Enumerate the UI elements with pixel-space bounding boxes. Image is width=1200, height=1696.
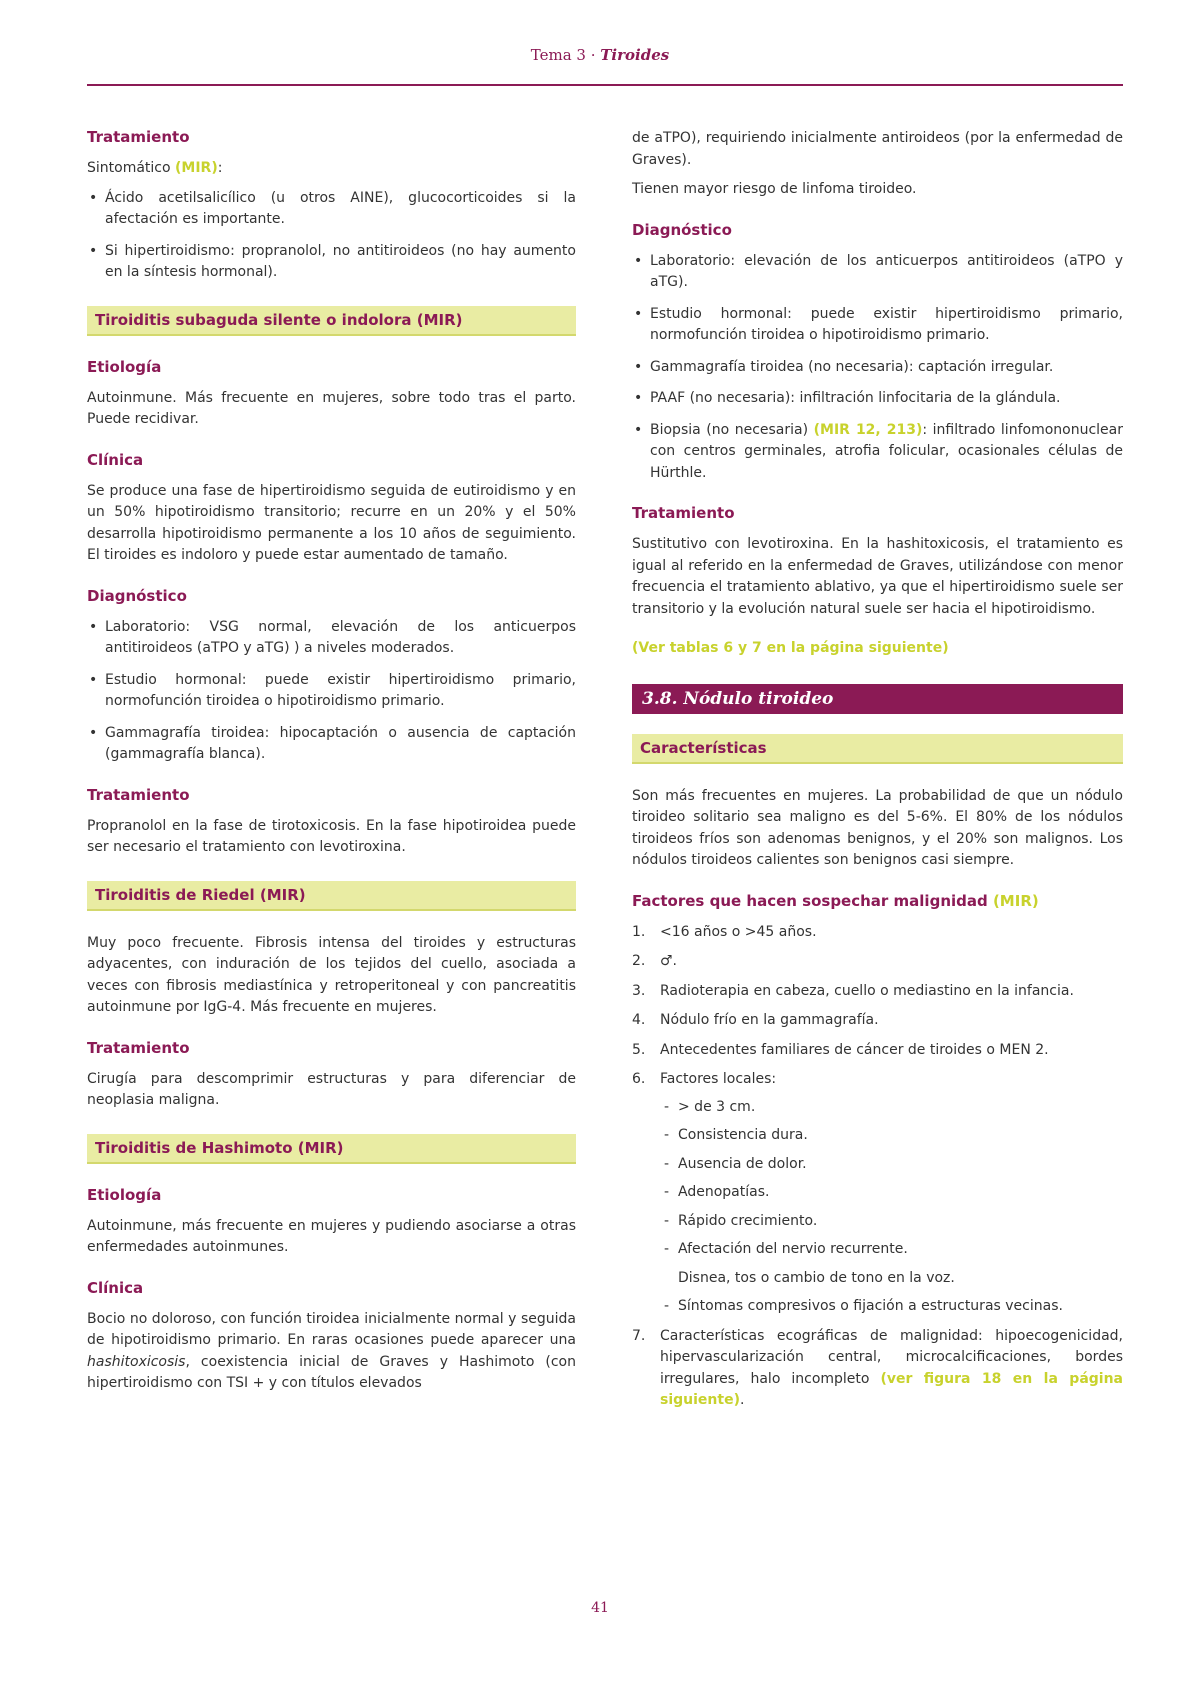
- etiologia-heading: Etiología: [87, 1185, 162, 1204]
- item-text: Antecedentes familiares de cáncer de tiroides o MEN 2.: [660, 1041, 1049, 1058]
- section-bar-caracteristicas: Características: [632, 734, 1123, 764]
- text-part: Bocio no doloroso, con función tiroidea inicialmente normal y seguida de hipotiroidismo primario. En raras ocasiones puede aparecer una: [87, 1310, 576, 1348]
- sub-item-continuation: Disnea, tos o cambio de tono en la voz.: [678, 1269, 955, 1286]
- list-item: • Laboratorio: elevación de los anticuerpos antitiroideos (aTPO y aTG).: [632, 251, 1123, 294]
- clinica-text: Se produce una fase de hipertiroidismo seguida de eutiroidismo y en un 50% hipotiroidismo transitorio; recurre en un 20% y el 50% desarrolla hipotiroidismo permanente a los 10 años de seguimiento. El tiroides es indoloro y puede estar aumentado de tamaño.: [87, 482, 576, 563]
- factores-list: [632, 922, 1123, 1412]
- item-number: 2.: [632, 953, 646, 969]
- list-item: • Estudio hormonal: puede existir hipertiroidismo primario, normofunción tiroidea o hipotiroidismo primario.: [87, 670, 576, 713]
- list-item: [632, 1326, 1123, 1412]
- sub-item: - Síntomas compresivos o fijación a estructuras vecinas.: [660, 1296, 1123, 1318]
- item-number: 7.: [632, 1327, 646, 1344]
- bar-mir: (MIR): [416, 310, 463, 329]
- list-item: • Ácido acetilsalicílico (u otros AINE), glucocorticoides si la afectación es importante.: [87, 188, 576, 231]
- figure-reference-link[interactable]: (ver figura 18 en la página siguiente): [660, 1370, 1123, 1408]
- tratamiento-text: Propranolol en la fase de tirotoxicosis. En la fase hipotiroidea puede ser necesario el tratamiento con levotiroxina.: [87, 817, 576, 855]
- ref-text[interactable]: (Ver tablas 6 y 7 en la página siguiente): [632, 640, 949, 656]
- emphasis: hashitoxicosis: [87, 1353, 186, 1370]
- item-number: 5.: [632, 1041, 646, 1058]
- sub-item: - > de 3 cm.: [660, 1097, 1123, 1119]
- clinica-text: [87, 1309, 576, 1395]
- list-item: [632, 922, 1123, 944]
- section-title-bar: 3.8. Nódulo tiroideo: [632, 684, 1123, 714]
- clinica-heading: Clínica: [87, 1278, 144, 1297]
- diagnostico-list: [87, 617, 576, 766]
- section-bar-riedel: [87, 881, 576, 911]
- diagnostico-heading: Diagnóstico: [87, 586, 187, 605]
- diagnostico-heading: Diagnóstico: [632, 220, 732, 239]
- list-item: [632, 420, 1123, 485]
- list-item: • Gammagrafía tiroidea: hipocaptación o ausencia de captación (gammagrafía blanca).: [87, 723, 576, 766]
- sub-item: - Adenopatías.: [660, 1182, 1123, 1204]
- list-item: • Estudio hormonal: puede existir hipertiroidismo primario, normofunción tiroidea o hipotiroidismo primario.: [632, 304, 1123, 347]
- bar-title: Tiroiditis de Riedel: [95, 885, 255, 904]
- etiologia-text: Autoinmune, más frecuente en mujeres y pudiendo asociarse a otras enfermedades autoinmunes.: [87, 1217, 576, 1255]
- etiologia-text: Autoinmune. Más frecuente en mujeres, sobre todo tras el parto. Puede recidivar.: [87, 389, 576, 427]
- list-item: [632, 1040, 1123, 1062]
- header-rule: [87, 84, 1123, 86]
- factores-heading: [632, 892, 1123, 910]
- item-end: .: [739, 1392, 745, 1408]
- item-number: 3.: [632, 982, 646, 999]
- header-prefix: Tema 3 ·: [530, 46, 601, 64]
- bar-mir: (MIR): [259, 885, 306, 904]
- sub-item: - Afectación del nervio recurrente.: [660, 1239, 1123, 1261]
- bar-title: Tiroiditis subaguda silente o indolora: [95, 310, 412, 329]
- heading-text: Factores que hacen sospechar malignidad: [632, 891, 993, 910]
- list-item: • Si hipertiroidismo: propranolol, no antitiroideos (no hay aumento en la síntesis hormonal).: [87, 241, 576, 284]
- caracteristicas-text: Son más frecuentes en mujeres. La probabilidad de que un nódulo tiroideo solitario sea maligno es del 5-6%. El 80% de los nódulos tiroideos fríos son adenomas benignos, y el 20% son malignos. Los nódulos tiroideos calientes son benignos casi siempre.: [632, 787, 1123, 868]
- tratamiento-text: Sustitutivo con levotiroxina. En la hashitoxicosis, el tratamiento es igual al referido en la enfermedad de Graves, utilizándose con menor frecuencia el tratamiento ablativo, ya que el hipertiroidismo suele ser transitorio y la evolución natural suele ser hacia el hipotiroidismo.: [632, 536, 1123, 617]
- riesgo-text: Tienen mayor riesgo de linfoma tiroideo.: [632, 181, 917, 197]
- intro-end: :: [217, 160, 223, 176]
- list-item: • Gammagrafía tiroidea (no necesaria): captación irregular.: [632, 357, 1123, 379]
- list-item: • Laboratorio: VSG normal, elevación de los anticuerpos antitiroideos (aTPO y aTG) ) a niveles moderados.: [87, 617, 576, 660]
- tratamiento-heading: Tratamiento: [87, 785, 190, 804]
- tratamiento-heading: Tratamiento: [87, 1038, 190, 1057]
- running-header: [0, 46, 1200, 64]
- diagnostico-list: [632, 251, 1123, 485]
- tratamiento-heading: Tratamiento: [632, 504, 735, 522]
- list-item: [632, 1069, 1123, 1318]
- bar-mir: (MIR): [297, 1138, 344, 1157]
- riedel-text: Muy poco frecuente. Fibrosis intensa del tiroides y estructuras adyacentes, con induración de los tejidos del cuello, asociada a veces con fibrosis mediastínica y retroperitoneal y con pancreatitis autoinmune por IgG-4. Más frecuente en mujeres.: [87, 934, 576, 1015]
- mir-tag: (MIR): [992, 891, 1039, 910]
- ver-tablas-link[interactable]: [632, 638, 1123, 660]
- list-item: [632, 951, 1123, 973]
- item-text: Nódulo frío en la gammagrafía.: [660, 1012, 879, 1028]
- right-column: [632, 128, 1123, 1420]
- sub-item: - Ausencia de dolor.: [660, 1154, 1123, 1176]
- tratamiento-text: Cirugía para descomprimir estructuras y para diferenciar de neoplasia maligna.: [87, 1070, 576, 1108]
- section-bar-hashimoto: [87, 1134, 576, 1164]
- continuation-text: de aTPO), requiriendo inicialmente antiroideos (por la enfermedad de Graves).: [632, 130, 1123, 168]
- section-bar-silente: [87, 306, 576, 336]
- item-number: 4.: [632, 1012, 646, 1028]
- tratamiento-intro: [87, 158, 576, 180]
- item-text: Factores locales:: [660, 1071, 777, 1087]
- clinica-heading: Clínica: [87, 450, 144, 469]
- sub-item: - Consistencia dura.: [660, 1125, 1123, 1147]
- text-part: Biopsia (no necesaria): [650, 421, 814, 438]
- header-chapter: Tiroides: [600, 46, 670, 64]
- text-part: : infiltrado linfomononuclear con centros germinales, atrofia folicular, ocasionales células de Hürthle.: [650, 421, 1123, 481]
- item-number: 1.: [632, 923, 646, 940]
- tratamiento-heading: Tratamiento: [87, 128, 190, 146]
- tratamiento-list: [87, 188, 576, 284]
- mir-tag: (MIR 12, 213): [813, 421, 923, 438]
- sub-item: - Rápido crecimiento.: [660, 1211, 1123, 1233]
- bar-title: Tiroiditis de Hashimoto: [95, 1138, 293, 1157]
- text-part: , coexistencia inicial de Graves y Hashimoto (con hipertiroidismo con TSI + y con títulos elevados: [87, 1353, 576, 1391]
- list-item: • PAAF (no necesaria): infiltración linfocitaria de la glándula.: [632, 388, 1123, 410]
- item-text: Características ecográficas de malignidad: hipoecogenicidad, hipervascularización central, microcalcificaciones, bordes irregulares, halo incompleto: [660, 1327, 1123, 1387]
- item-text: Radioterapia en cabeza, cuello o mediastino en la infancia.: [660, 982, 1074, 999]
- list-item: [632, 1010, 1123, 1032]
- etiologia-heading: Etiología: [87, 357, 162, 376]
- intro-text: Sintomático: [87, 160, 176, 176]
- item-text: ♂.: [660, 953, 678, 969]
- locales-list: [660, 1097, 1123, 1318]
- item-number: 6.: [632, 1071, 646, 1087]
- mir-tag: (MIR): [175, 160, 218, 176]
- page-number: 41: [591, 1600, 609, 1616]
- item-text: <16 años o >45 años.: [660, 923, 817, 940]
- left-column: [87, 128, 576, 1403]
- list-item: [632, 981, 1123, 1003]
